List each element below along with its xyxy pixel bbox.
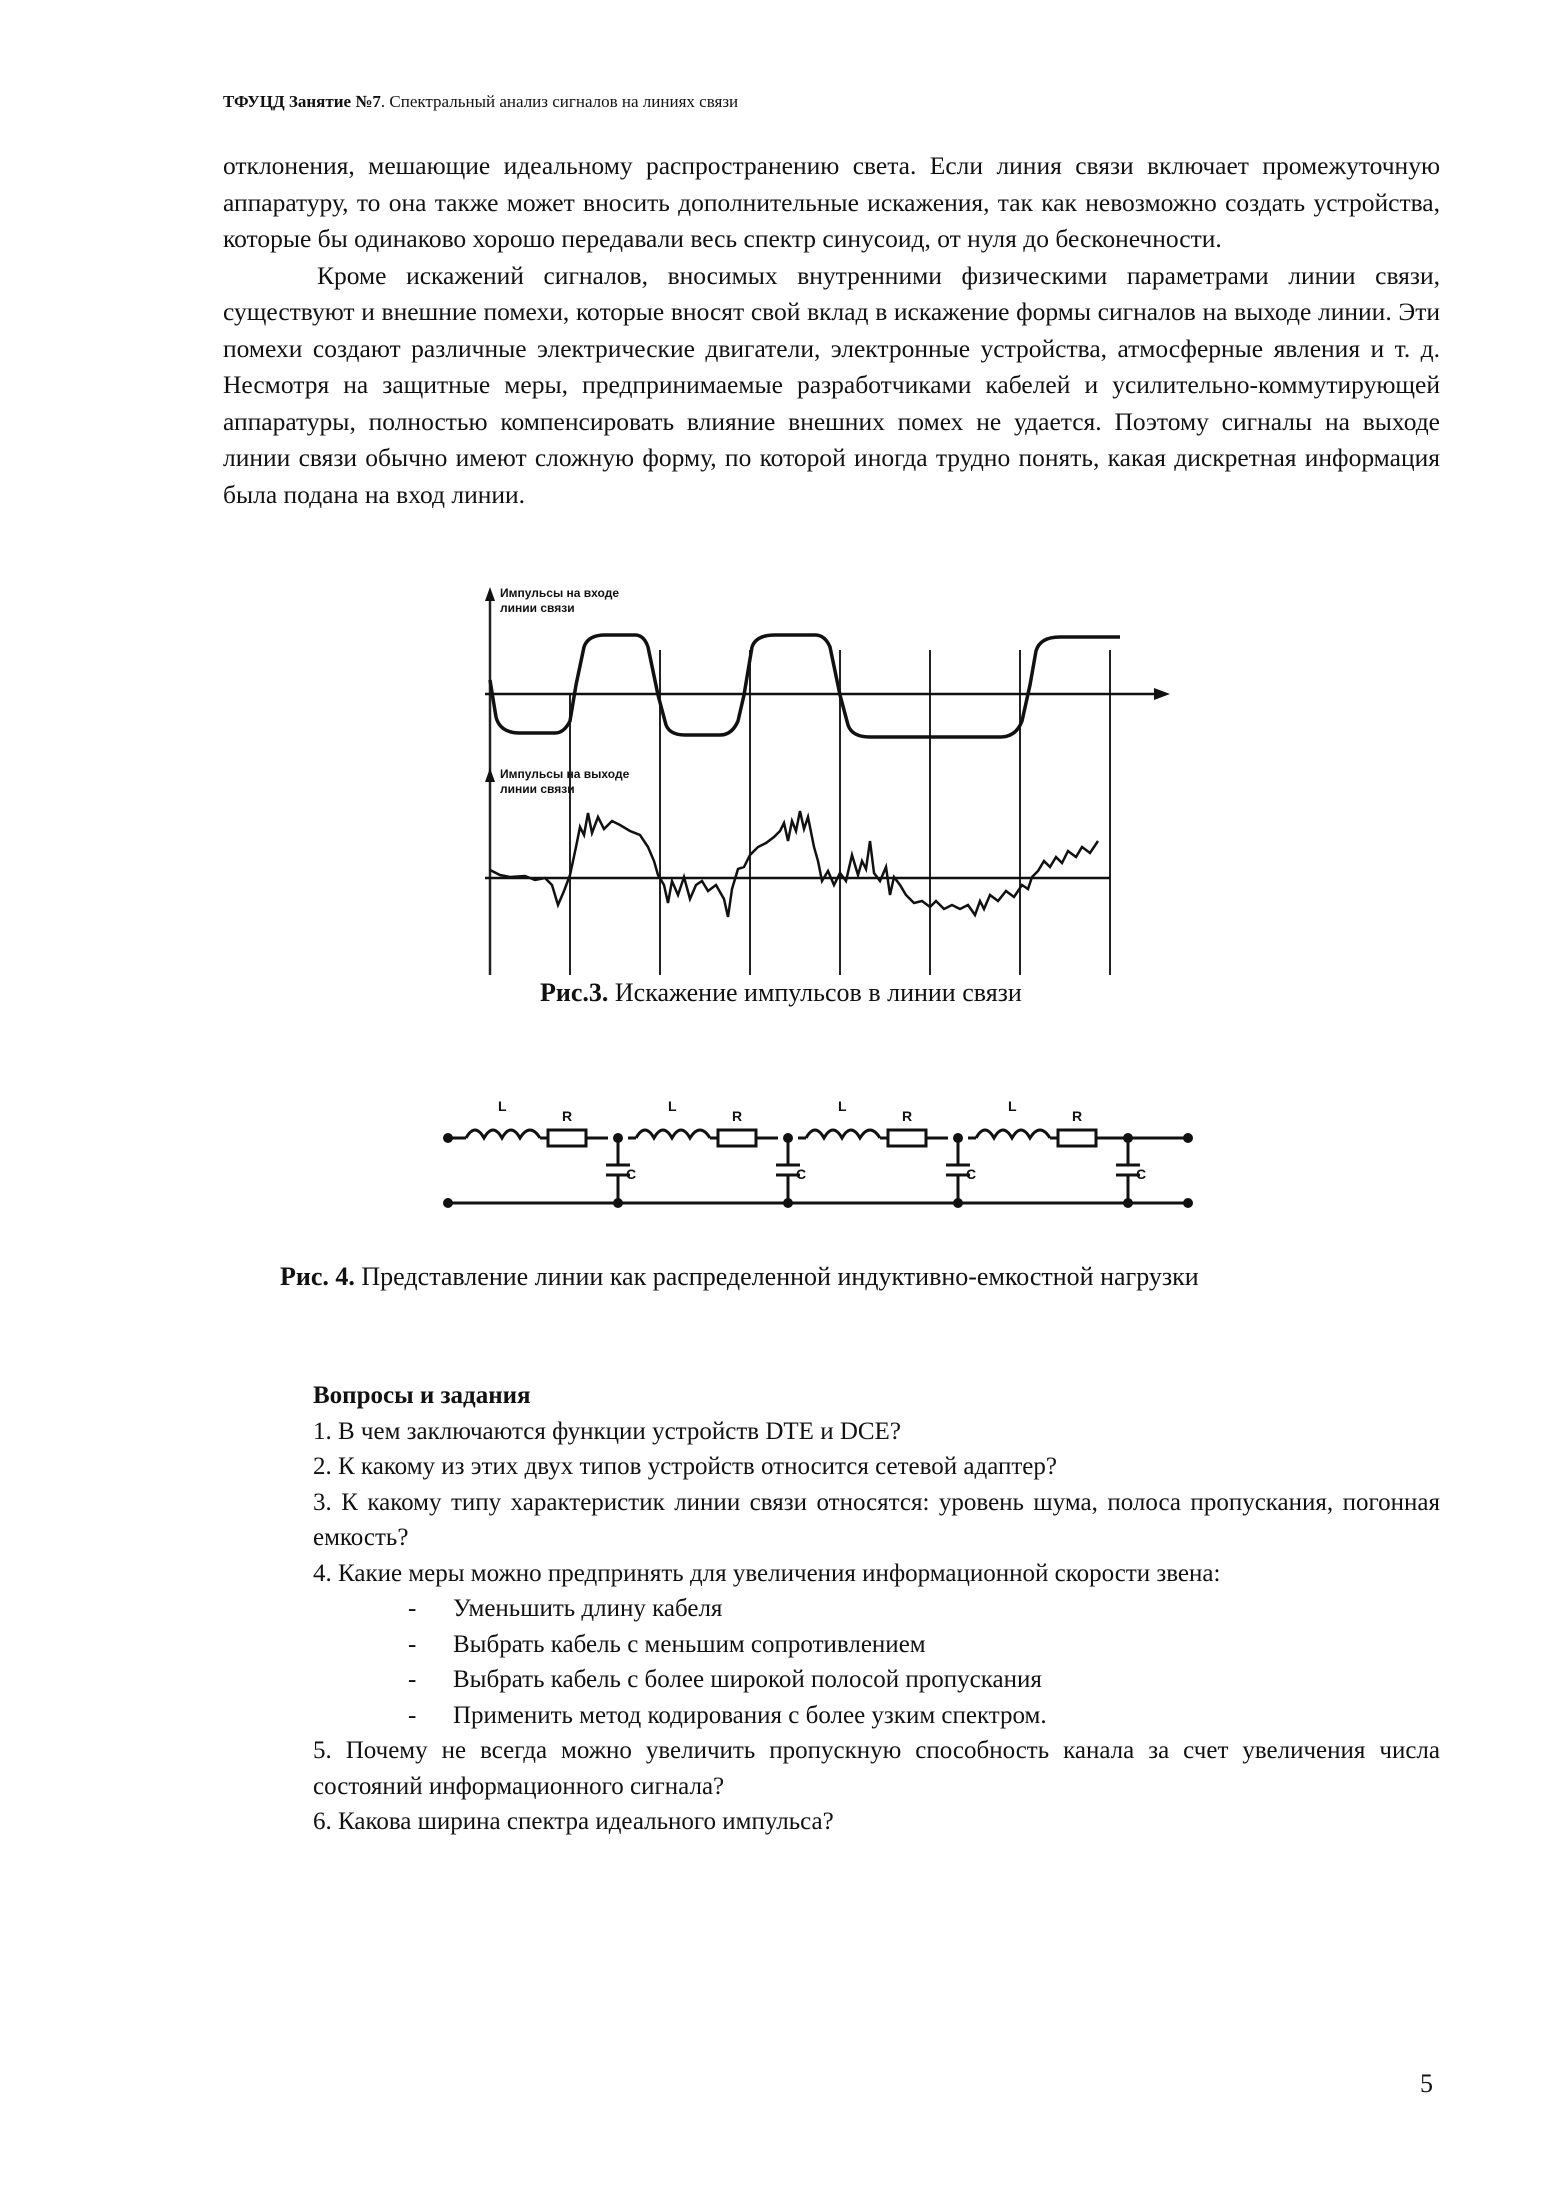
label-R: R	[902, 1108, 913, 1124]
page-header	[223, 92, 738, 112]
list-item-text: Применить метод кодирования с более узким спектром.	[453, 1701, 1047, 1729]
question-6: 6. Какова ширина спектра идеального импульса?	[313, 1808, 834, 1835]
figure-4-caption	[280, 1262, 1199, 1292]
junction-node	[1123, 1198, 1133, 1208]
label-R: R	[1072, 1108, 1083, 1124]
input-pulse-waveform	[490, 635, 1120, 737]
list-item	[313, 1698, 1440, 1734]
resistor-4	[1058, 1130, 1096, 1146]
junction-node	[613, 1133, 623, 1143]
figure-3-caption-number: Рис.3.	[540, 978, 609, 1007]
terminal-node	[443, 1133, 453, 1143]
inductor-3	[806, 1130, 880, 1138]
junction-node	[1123, 1133, 1133, 1143]
label-C: C	[626, 1166, 637, 1182]
top-label-line1: Импульсы на входе	[500, 586, 619, 600]
figure-3-pulse-diagram	[470, 585, 1190, 980]
terminal-node	[1183, 1198, 1193, 1208]
figure-4-caption-text: Представление линии как распределенной индуктивно-емкостной нагрузки	[354, 1262, 1199, 1291]
list-item	[313, 1591, 1440, 1627]
label-R: R	[562, 1108, 573, 1124]
label-L: L	[668, 1098, 677, 1114]
resistor-3	[888, 1130, 926, 1146]
body-text	[223, 148, 1440, 513]
terminal-node	[1183, 1133, 1193, 1143]
paragraph-1: отклонения, мешающие идеальному распространению света. Если линия связи включает промежуточную аппаратуру, то она также может вносить дополнительные искажения, так как невозможно создать устройства, которые бы одинаково хорошо передавали весь спектр синусоид, от нуля до бесконечности.	[223, 151, 1440, 253]
questions-section	[313, 1378, 1440, 1840]
inductor-2	[636, 1130, 710, 1138]
question-1: 1. В чем заключаются функции устройств DTE и DCE?	[313, 1417, 901, 1445]
question-5: 5. Почему не всегда можно увеличить пропускную способность канала за счет увеличения числа состояний информационного сигнала?	[313, 1737, 1440, 1800]
list-item	[313, 1662, 1440, 1698]
terminal-node	[443, 1198, 453, 1208]
inductor-4	[976, 1130, 1050, 1138]
figure-3-caption	[540, 978, 1022, 1008]
figure-3-caption-text: Искажение импульсов в линии связи	[608, 978, 1022, 1007]
question-4: 4. Какие меры можно предпринять для увеличения информационной скорости звена:	[313, 1559, 1221, 1587]
bottom-label-line2: линии связи	[500, 782, 575, 796]
junction-node	[783, 1198, 793, 1208]
question-3: 3. К какому типу характеристик линии связи относятся: уровень шума, полоса пропускания, погонная емкость?	[313, 1488, 1440, 1551]
label-L: L	[1008, 1098, 1017, 1114]
list-dash: -	[408, 1630, 417, 1658]
label-C: C	[796, 1166, 807, 1182]
list-dash: -	[408, 1595, 417, 1622]
paragraph-2: Кроме искажений сигналов, вносимых внутренними физическими параметрами линии связи, существуют и внешние помехи, которые вносят свой вклад в искажение формы сигналов на выходе линии. Эти помехи создают различные электрические двигатели, электронные устройства, атмосферные явления и т. д. Несмотря на защитные меры, предпринимаемые разработчиками кабелей и усилительно-коммутирующей аппаратуры, полностью компенсировать влияние внешних помех не удается. Поэтому сигналы на выходе линии связи обычно имеют сложную форму, по которой иногда трудно понять, какая дискретная информация была подана на вход линии.	[223, 260, 1440, 509]
bottom-label-line1: Импульсы на выходе	[500, 767, 630, 781]
list-dash: -	[408, 1701, 417, 1729]
output-distorted-waveform	[490, 811, 1098, 917]
figure-4-circuit-diagram	[430, 1095, 1210, 1225]
page-number: 5	[1420, 2069, 1433, 2098]
list-item-text: Уменьшить длину кабеля	[453, 1595, 723, 1622]
list-dash: -	[408, 1666, 417, 1693]
junction-node	[953, 1133, 963, 1143]
x-axis-arrow-top	[1154, 688, 1170, 700]
junction-node	[953, 1198, 963, 1208]
list-item-text: Выбрать кабель с более широкой полосой пропускания	[453, 1666, 1042, 1693]
junction-node	[783, 1133, 793, 1143]
inductor-1	[466, 1130, 540, 1138]
figure-4-caption-number: Рис. 4.	[280, 1262, 355, 1291]
list-item	[313, 1627, 1440, 1663]
y-axis-arrow-top	[485, 587, 495, 601]
question-4-options	[313, 1591, 1440, 1733]
question-2: 2. К какому из этих двух типов устройств относится сетевой адаптер?	[313, 1453, 1057, 1480]
label-R: R	[732, 1108, 743, 1124]
questions-heading: Вопросы и задания	[313, 1382, 531, 1409]
label-L: L	[498, 1098, 507, 1114]
label-C: C	[1136, 1166, 1147, 1182]
y-axis-arrow-bottom	[485, 768, 495, 782]
top-label-line2: линии связи	[500, 601, 575, 615]
label-L: L	[838, 1098, 847, 1114]
list-item-text: Выбрать кабель с меньшим сопротивлением	[453, 1630, 926, 1658]
junction-node	[613, 1198, 623, 1208]
label-C: C	[966, 1166, 977, 1182]
resistor-2	[718, 1130, 756, 1146]
header-lesson: ТФУЦД Занятие №7	[223, 92, 381, 111]
header-topic: . Спектральный анализ сигналов на линиях связи	[380, 92, 739, 111]
resistor-1	[548, 1130, 586, 1146]
